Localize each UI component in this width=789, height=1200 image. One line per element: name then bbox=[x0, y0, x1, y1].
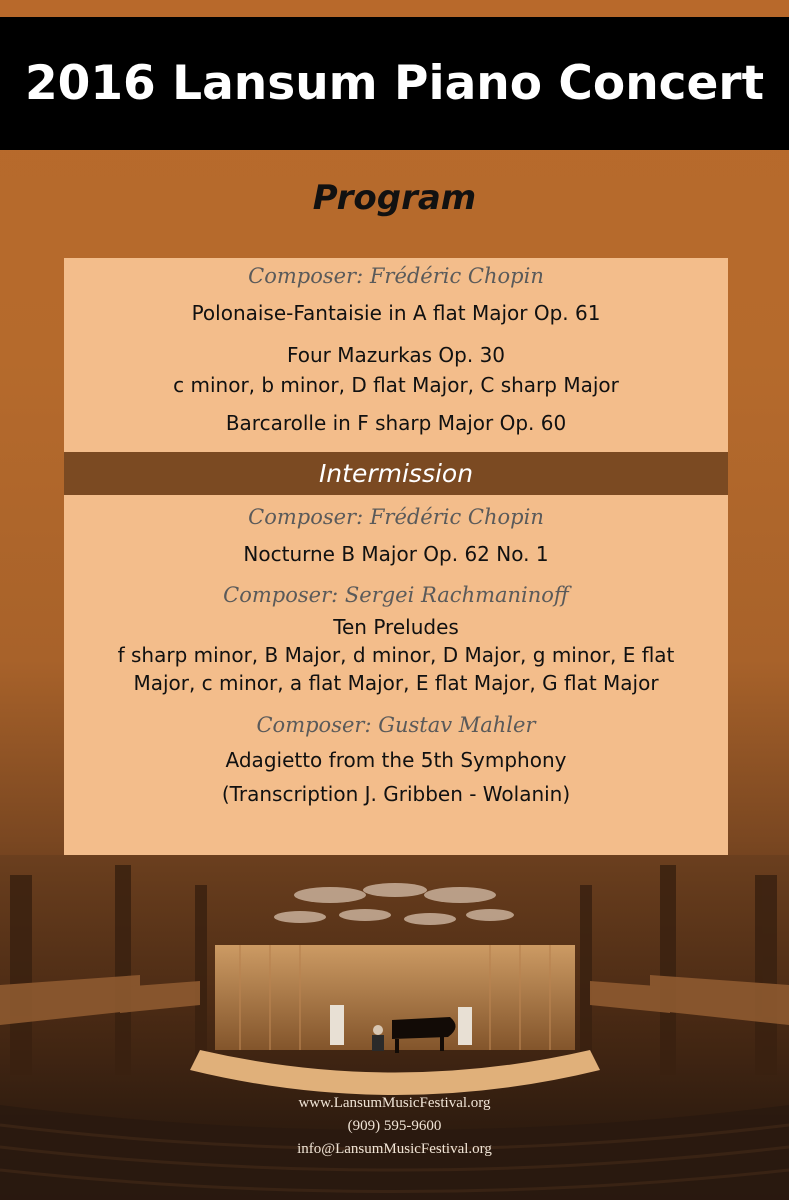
concert-title: 2016 Lansum Piano Concert bbox=[24, 56, 765, 111]
intermission-label: Intermission bbox=[318, 459, 474, 488]
email-link[interactable]: info@LansumMusicFestival.org bbox=[297, 1141, 492, 1157]
program-heading: Program bbox=[312, 178, 477, 218]
composer-label: Composer: Frédéric Chopin bbox=[248, 505, 544, 529]
website-link[interactable]: www.LansumMusicFestival.org bbox=[298, 1095, 491, 1111]
piece-detail: c minor, b minor, D flat Major, C sharp Major bbox=[173, 373, 619, 397]
contact-info bbox=[0, 1092, 789, 1161]
intermission-bar bbox=[64, 452, 728, 495]
program-second-half bbox=[64, 495, 728, 855]
phone-number: (909) 595-9600 bbox=[347, 1118, 442, 1134]
piece-title: Nocturne B Major Op. 62 No. 1 bbox=[243, 542, 549, 566]
piece-detail: f sharp minor, B Major, d minor, D Major, g minor, E flat bbox=[117, 643, 675, 667]
composer-label: Composer: Frédéric Chopin bbox=[248, 264, 544, 288]
piece-title: Polonaise-Fantaisie in A flat Major Op. 61 bbox=[191, 301, 601, 325]
piece-detail: Major, c minor, a flat Major, E flat Major, G flat Major bbox=[133, 671, 659, 695]
title-banner bbox=[0, 17, 789, 150]
piece-title: Four Mazurkas Op. 30 bbox=[286, 343, 506, 367]
piece-title: Barcarolle in F sharp Major Op. 60 bbox=[225, 411, 567, 435]
composer-label: Composer: Gustav Mahler bbox=[256, 713, 536, 737]
piece-title: Adagietto from the 5th Symphony bbox=[225, 748, 567, 772]
piece-detail: (Transcription J. Gribben - Wolanin) bbox=[221, 782, 571, 806]
program-first-half bbox=[64, 258, 728, 452]
composer-label: Composer: Sergei Rachmaninoff bbox=[223, 583, 569, 607]
piece-title: Ten Preludes bbox=[333, 615, 459, 639]
